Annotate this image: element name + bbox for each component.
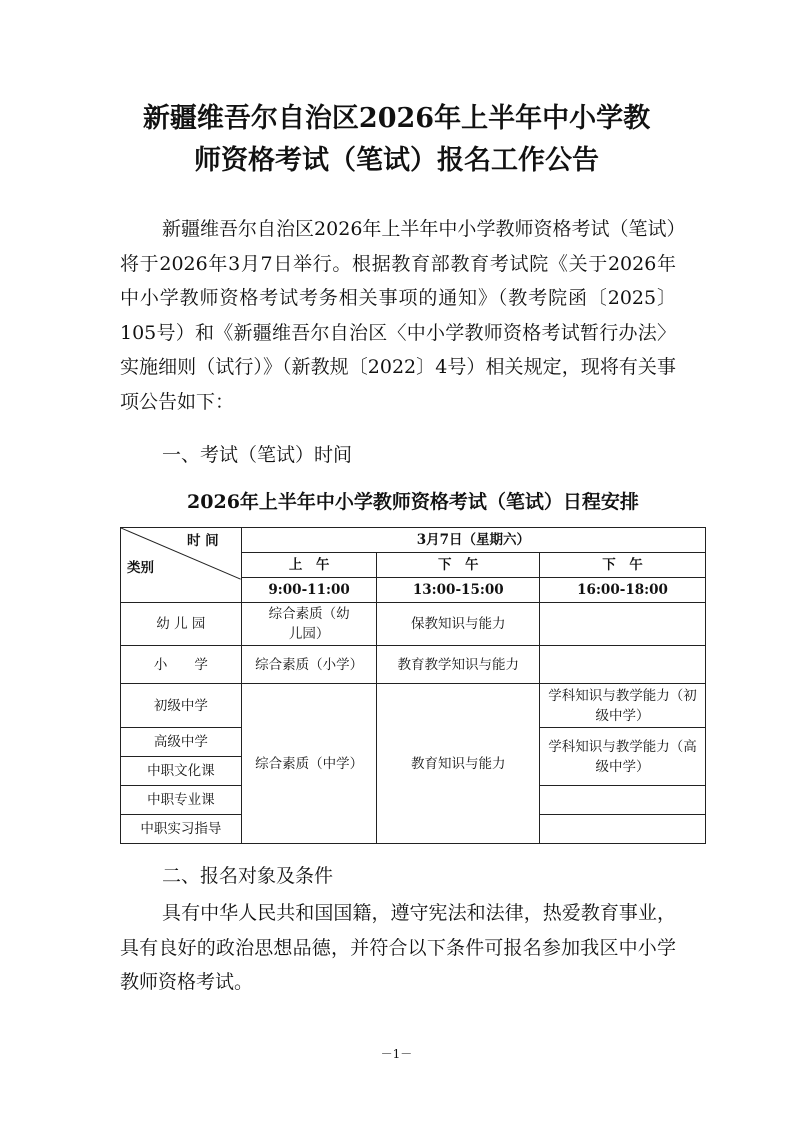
time-slot-1: 9:00-11:00 bbox=[241, 578, 377, 603]
category-kindergarten: 幼 儿 园 bbox=[121, 603, 242, 646]
page-number: －1－ bbox=[380, 1047, 413, 1061]
primary-late-empty bbox=[540, 646, 706, 684]
category-vocational-internship: 中职实习指导 bbox=[121, 815, 242, 844]
junior-late-subject: 学科知识与教学能力（初级中学） bbox=[540, 684, 706, 728]
eligibility-text: 具有中华人民共和国国籍，遵守宪法和法律，热爱教育事业，具有良好的政治思想品德，并符合以下条件可报名参加我区中小学教师资格考试。 bbox=[120, 902, 676, 993]
category-primary: 小 学 bbox=[121, 646, 242, 684]
intro-paragraph bbox=[120, 212, 676, 419]
time-slot-3: 16:00-18:00 bbox=[540, 578, 706, 603]
category-senior: 高级中学 bbox=[121, 728, 242, 757]
table-corner-cell bbox=[121, 528, 242, 603]
time-slot-2: 13:00-15:00 bbox=[377, 578, 540, 603]
kindergarten-pm-subject: 保教知识与能力 bbox=[377, 603, 540, 646]
corner-time-label: 时 间 bbox=[186, 533, 219, 549]
schedule-table bbox=[120, 527, 706, 844]
kindergarten-late-empty bbox=[540, 603, 706, 646]
schedule-table-title: 2026年上半年中小学教师资格考试（笔试）日程安排 bbox=[187, 491, 639, 513]
page-title bbox=[70, 98, 723, 182]
secondary-pm-subject: 教育知识与能力 bbox=[377, 684, 540, 844]
period-afternoon-1: 下 午 bbox=[377, 553, 540, 578]
period-afternoon-2: 下 午 bbox=[540, 553, 706, 578]
intro-text: 新疆维吾尔自治区2026年上半年中小学教师资格考试（笔试）将于2026年3月7日举行。根据教育部教育考试院《关于2026年中小学教师资格考试考务相关事项的通知》（教考院函〔2025〕105号）和《新疆维吾尔自治区〈中小学教师资格考试暂行办法〉实施细则（试行）》（新教规〔2022〕4号）相关规定，现将有关事项公告如下： bbox=[120, 218, 676, 413]
eligibility-paragraph bbox=[120, 896, 676, 1000]
period-morning: 上 午 bbox=[241, 553, 377, 578]
section-heading-eligibility: 二、报名对象及条件 bbox=[162, 865, 334, 887]
senior-late-subject: 学科知识与教学能力（高级中学） bbox=[540, 728, 706, 786]
category-vocational-culture: 中职文化课 bbox=[121, 757, 242, 786]
section-heading-exam-time: 一、考试（笔试）时间 bbox=[162, 444, 353, 466]
date-header: 3月7日（星期六） bbox=[241, 528, 705, 553]
vocational-major-late-empty bbox=[540, 786, 706, 815]
secondary-am-subject: 综合素质（中学） bbox=[241, 684, 377, 844]
title-line-2: 师资格考试（笔试）报名工作公告 bbox=[194, 145, 599, 176]
category-vocational-major: 中职专业课 bbox=[121, 786, 242, 815]
kindergarten-am-subject: 综合素质（幼儿园） bbox=[241, 603, 377, 646]
vocational-internship-late-empty bbox=[540, 815, 706, 844]
category-junior: 初级中学 bbox=[121, 684, 242, 728]
primary-pm-subject: 教育教学知识与能力 bbox=[377, 646, 540, 684]
corner-category-label: 类别 bbox=[127, 560, 154, 576]
primary-am-subject: 综合素质（小学） bbox=[241, 646, 377, 684]
title-line-1: 新疆维吾尔自治区2026年上半年中小学教 bbox=[142, 103, 651, 134]
